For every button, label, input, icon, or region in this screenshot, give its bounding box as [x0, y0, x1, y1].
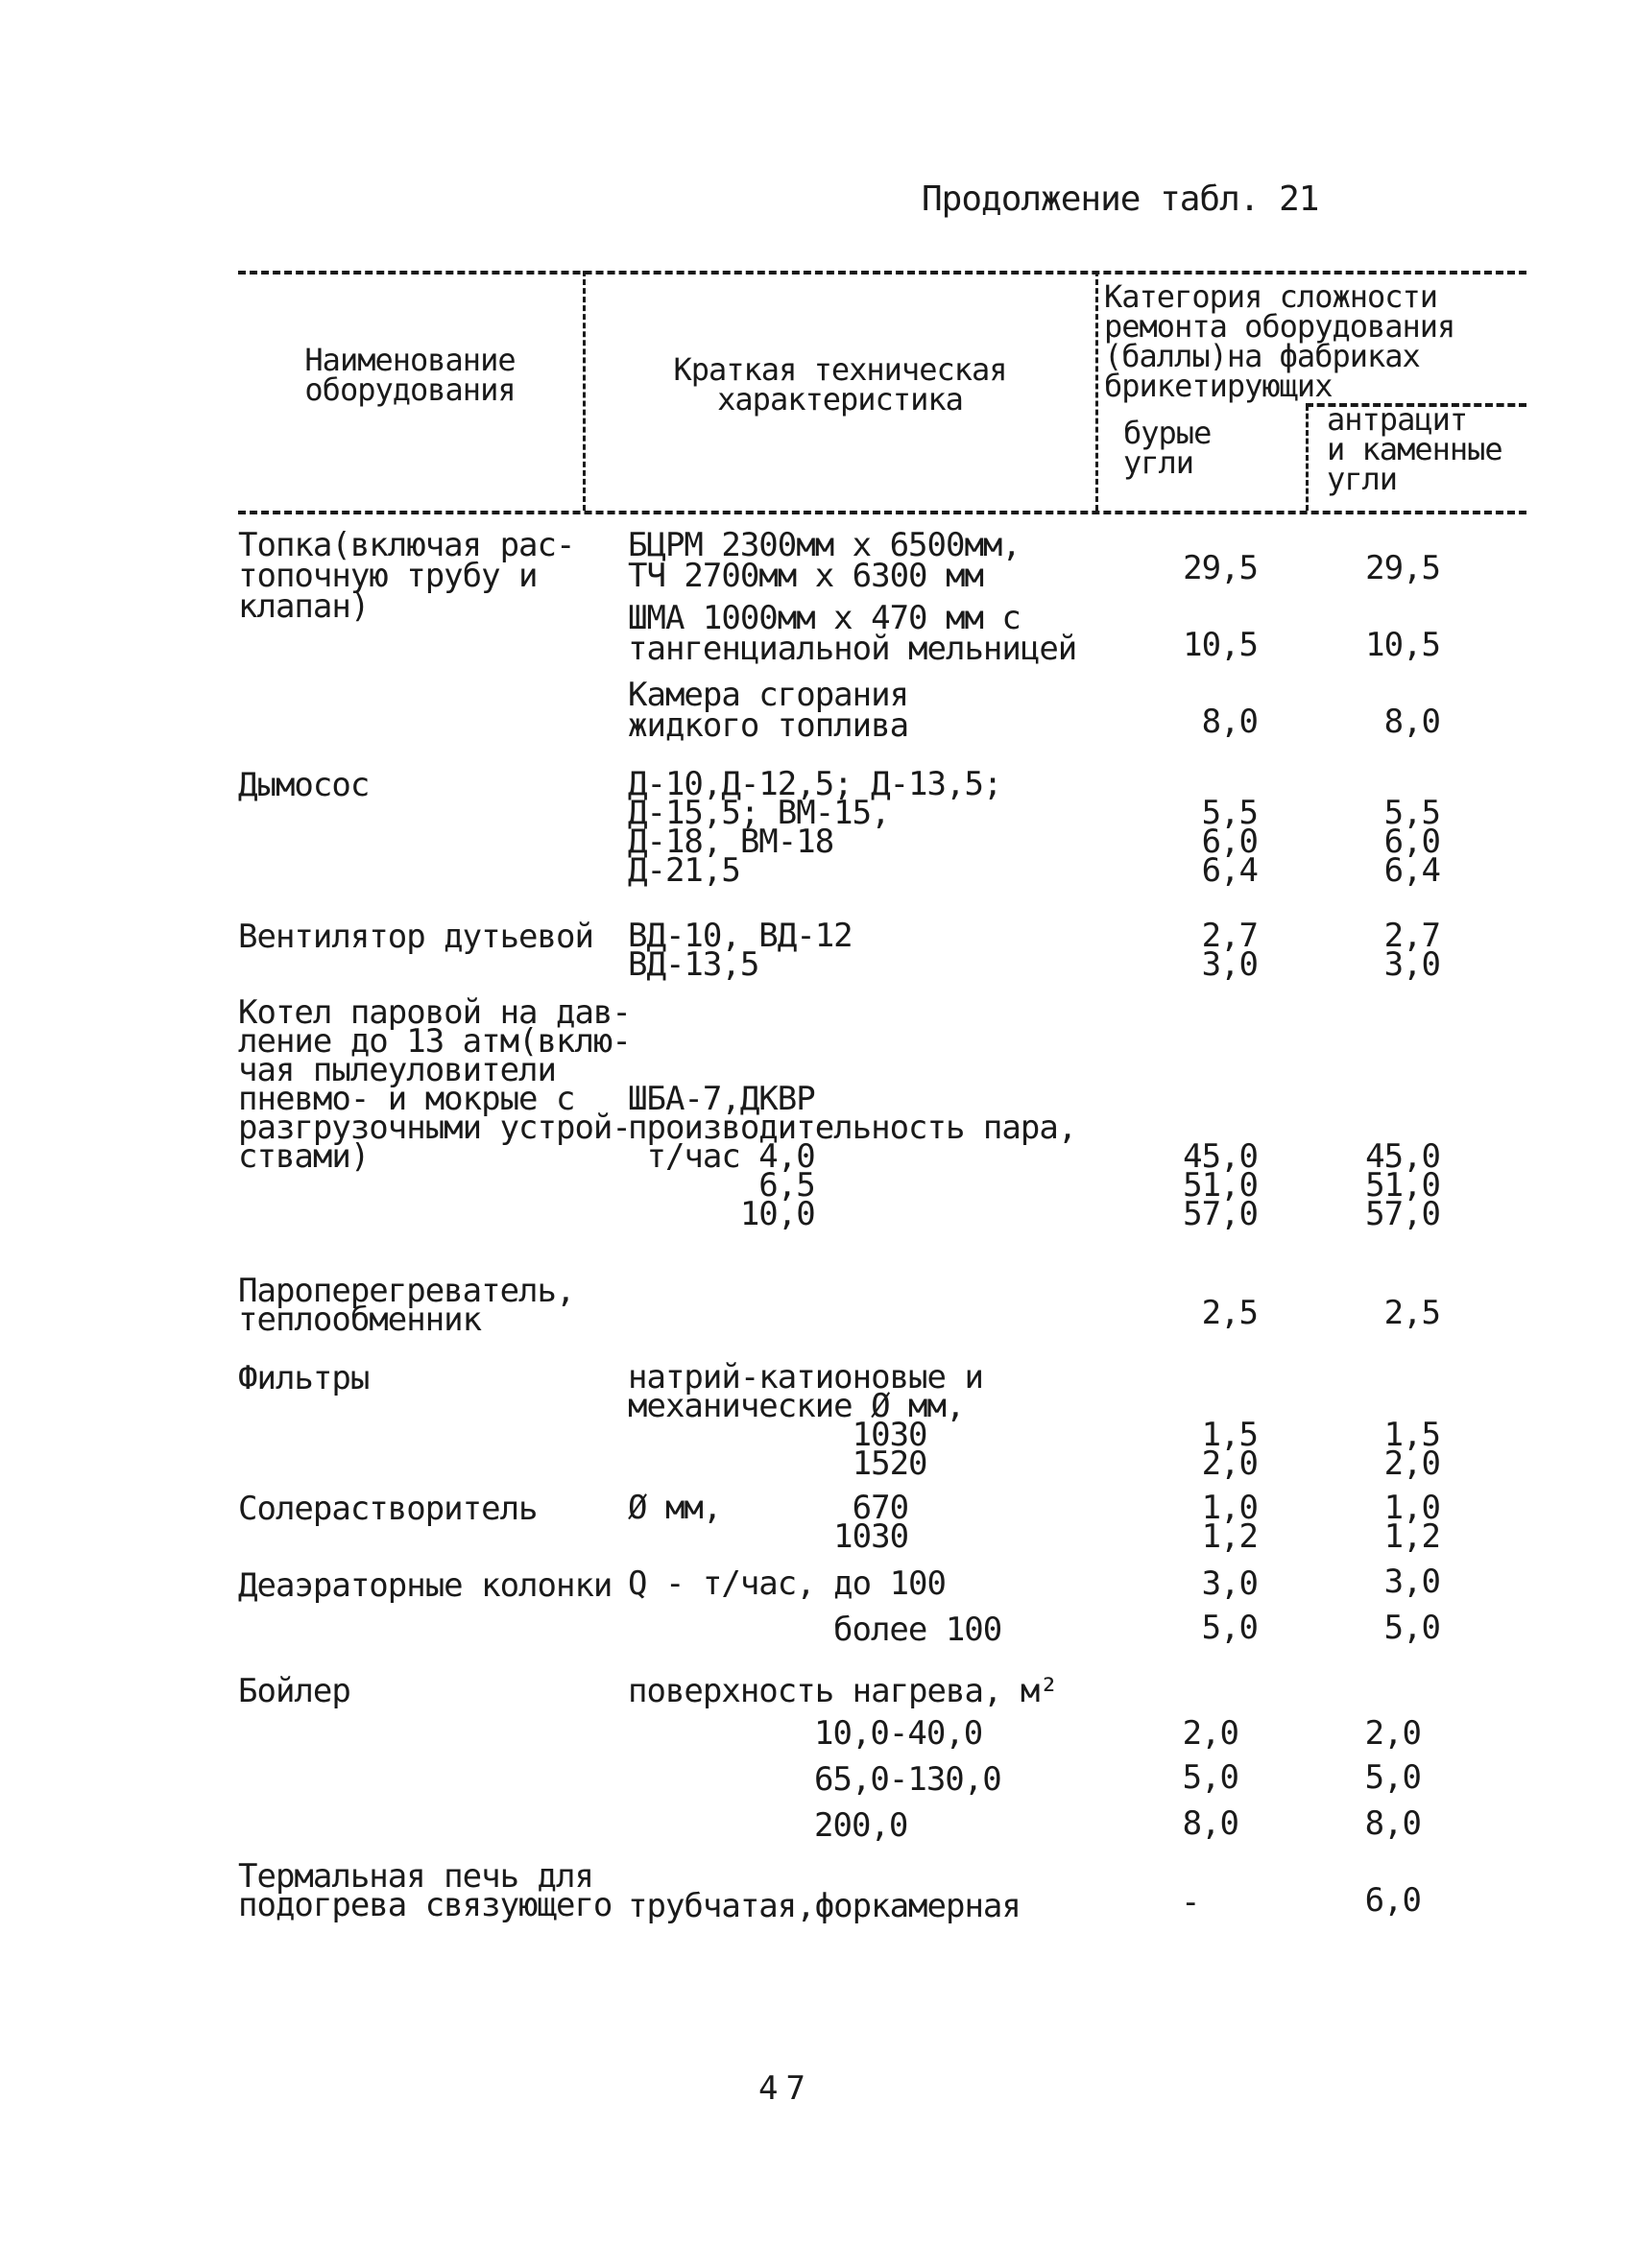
row-brown: 5,0: [1182, 1758, 1238, 1797]
row-anthracite: 8,0: [1383, 703, 1440, 741]
row-anthracite: 45,0 51,0 57,0: [1365, 1137, 1440, 1233]
header-divider-3: [1306, 405, 1309, 511]
row-name: Пароперегреватель, теплообменник: [238, 1272, 575, 1339]
row-tech: Q - т/час, до 100: [628, 1564, 946, 1603]
row-brown: 8,0: [1201, 703, 1258, 741]
row-tech: БЦРМ 2300мм х 6500мм, ТЧ 2700мм х 6300 мм: [628, 526, 1021, 595]
row-tech: 200,0: [814, 1806, 908, 1845]
row-anthracite: 5,0: [1364, 1758, 1421, 1797]
row-anthracite: 5,5 6,0 6,4: [1383, 794, 1440, 890]
row-name: Вентилятор дутьевой: [238, 918, 593, 956]
row-brown: 29,5: [1183, 549, 1258, 587]
row-anthracite: 10,5: [1365, 626, 1440, 664]
row-name: Солерастворитель: [238, 1490, 538, 1528]
row-tech: ШМА 1000мм х 470 мм с тангенциальной мельницей: [628, 599, 1077, 668]
header-anthracite: антрацит и каменные угли: [1327, 401, 1502, 497]
row-tech: 65,0-130,0: [814, 1760, 1001, 1799]
row-tech: ШБА-7,ДКВР производительность пара, т/час 4,0 6,5 10,0: [628, 1080, 1077, 1233]
row-brown: 10,5: [1183, 626, 1258, 664]
header-divider-1: [583, 271, 586, 511]
row-tech: трубчатая,форкамерная: [628, 1887, 1021, 1925]
row-brown: 5,5 6,0 6,4: [1201, 794, 1258, 890]
row-tech: ВД-10, ВД-12 ВД-13,5: [628, 917, 853, 984]
row-name: Фильтры: [238, 1359, 370, 1397]
row-anthracite: 29,5: [1365, 549, 1440, 587]
row-name: Топка(включая рас- топочную трубу и клапан): [238, 526, 575, 626]
row-brown: 1,0 1,2: [1201, 1489, 1258, 1556]
row-name: Термальная печь для подогрева связующего: [238, 1857, 613, 1924]
row-brown: 5,0: [1201, 1609, 1258, 1647]
header-divider-2: [1095, 271, 1098, 511]
row-tech: более 100: [833, 1611, 1002, 1649]
row-brown: 1,5 2,0: [1201, 1416, 1258, 1483]
table-top-border: [238, 271, 1526, 275]
row-tech: натрий-катионовые и механические Ø мм, 1030 1520: [628, 1358, 983, 1483]
row-name: Бойлер: [238, 1672, 350, 1710]
row-anthracite: 1,5 2,0: [1383, 1416, 1440, 1483]
row-tech: Камера сгорания жидкого топлива: [628, 676, 909, 745]
row-anthracite: 1,0 1,2: [1383, 1489, 1440, 1556]
table-caption: Продолжение табл. 21: [922, 179, 1319, 219]
row-anthracite: 8,0: [1364, 1804, 1421, 1843]
row-tech: 10,0-40,0: [814, 1714, 983, 1753]
row-brown: 2,5: [1201, 1294, 1258, 1332]
row-anthracite: 2,7 3,0: [1383, 917, 1440, 984]
header-equipment-name: Наименование оборудования: [304, 342, 516, 408]
row-anthracite: 2,5: [1383, 1294, 1440, 1332]
row-brown: 8,0: [1182, 1804, 1238, 1843]
header-brown-coal: бурые угли: [1123, 415, 1212, 481]
row-tech: поверхность нагрева, м²: [628, 1672, 1058, 1710]
row-anthracite: 3,0: [1383, 1563, 1440, 1601]
header-bottom-border: [238, 511, 1526, 514]
row-brown: 2,7 3,0: [1201, 917, 1258, 984]
row-tech: Ø мм, 670 1030: [628, 1489, 909, 1556]
row-anthracite: 6,0: [1364, 1881, 1421, 1920]
row-anthracite: 2,0: [1364, 1714, 1421, 1753]
row-name: Деаэраторные колонки: [238, 1566, 613, 1605]
row-brown: -: [1181, 1883, 1200, 1922]
header-repair-category: Категория сложности ремонта оборудования (баллы)на фабриках брикетирующих: [1104, 278, 1455, 404]
row-brown: 2,0: [1182, 1714, 1238, 1753]
row-brown: 3,0: [1201, 1564, 1258, 1603]
row-tech: Д-10,Д-12,5; Д-13,5; Д-15,5; ВМ-15, Д-18, ВМ-18 Д-21,5: [628, 765, 1002, 890]
header-technical-spec: Краткая техническая характеристика: [673, 351, 1007, 418]
row-anthracite: 5,0: [1383, 1609, 1440, 1647]
page-number: 47: [758, 2069, 813, 2108]
row-brown: 45,0 51,0 57,0: [1183, 1137, 1258, 1233]
row-name: Котел паровой на дав- ление до 13 атм(вклю- чая пылеуловители пневмо- и мокрые с разгрузочными устрой- ствами): [238, 993, 631, 1176]
row-name: Дымосос: [238, 766, 370, 804]
